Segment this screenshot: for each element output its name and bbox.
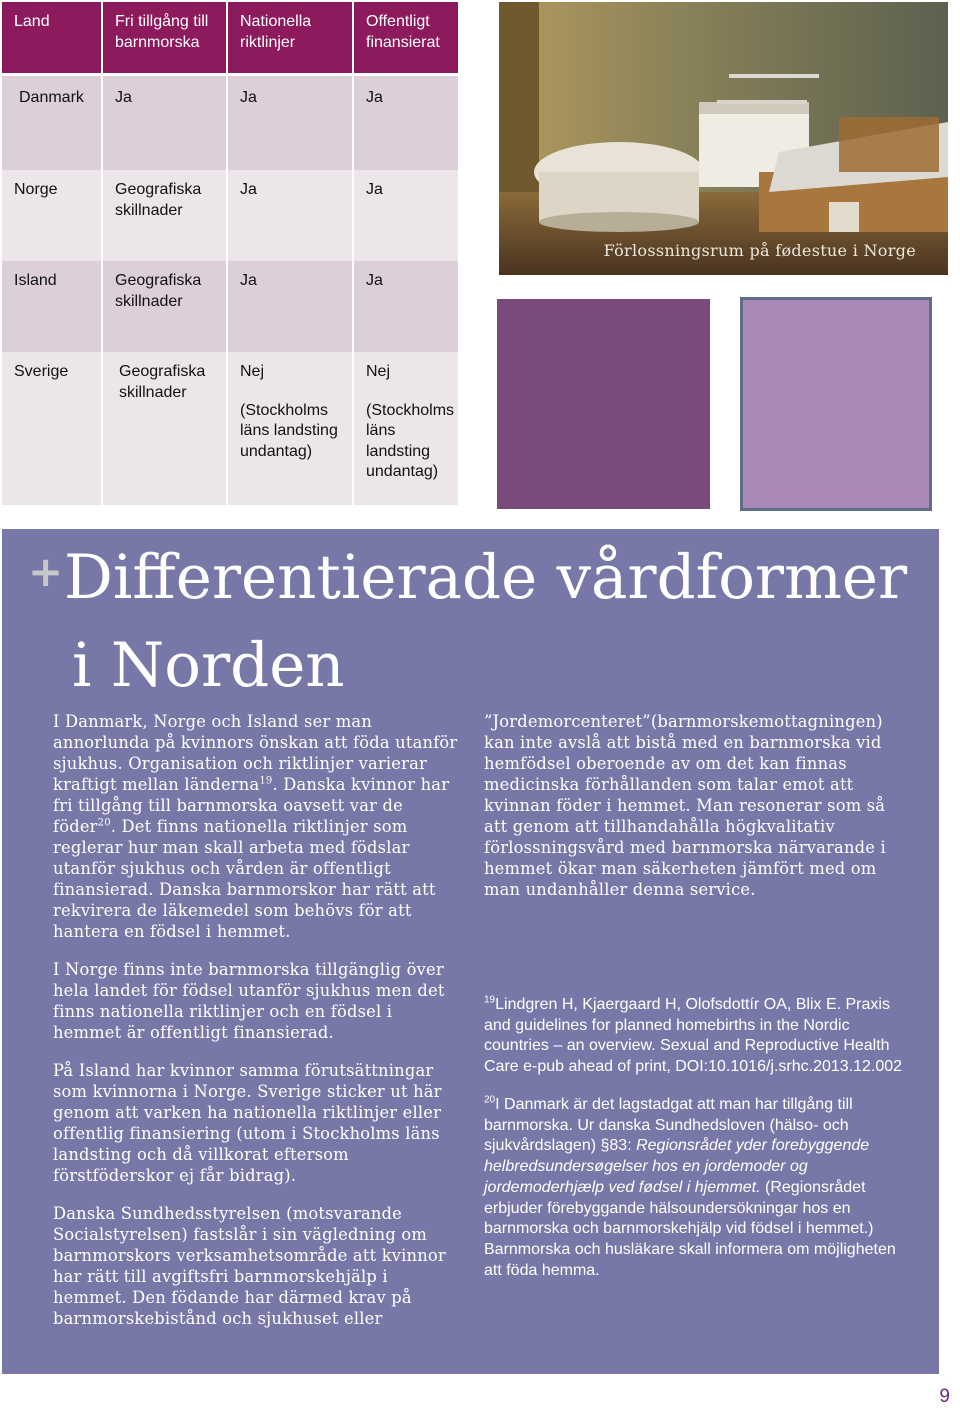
table-cell-riktlinjer: Nej (Stockholms läns landsting undantag) [228,352,352,505]
table-header-riktlinjer: Nationella riktlinjer [228,2,352,73]
paragraph: På Island har kvinnor samma förutsättningar som kvinnorna i Norge. Sverige sticker ut här genom att varken ha nationella riktlinjer eller offentlig finansiering (utom i Stockholms läns landsting och då villkorat eftersom förstföderskor ej får bidrag). [53,1061,442,1185]
table-cell-finansierat: Nej (Stockholms läns landsting undantag) [354,352,458,505]
table-cell-land: Norge [2,170,101,261]
footnote-20: $^{20}$I Danmark är det lagstadgat att man har tillgång till barnmorska. Ur danska Sundhedsloven (hälso- och sjukvårdslagen) §83: Regionsrådet yder forebyggende helbredsundersøgelser hos en jordemoder og jordemoderhjælp ved fødsel i hjemmet. (Regionsrådet erbjuder förebyggande hälsoundersökningar hos en barnmorska och barnmorskehjälp vid födsel i hemmet.) Barnmorska och husläkare skall informera om möjligheten att föda hemma. [484,1094,896,1279]
table-cell-land: Danmark [2,76,101,170]
table-cell-riktlinjer: Ja [228,261,352,352]
delivery-room-photo [499,2,948,275]
table-cell-fri: Geografiska skillnader [103,261,226,352]
table-cell-finansierat: Ja [354,261,458,352]
paragraph: Danska Sundhedsstyrelsen (motsvarande Socialstyrelsen) fastslår i sin vägledning om barnmorskors verksamhetsområde att kvinnor har rätt till avgiftsfri barnmorskehjälp i hemmet. Den födande har därmed krav på barnmorskebistånd och sjukhuset eller [53,1204,446,1328]
decorative-block-light [740,297,932,511]
left-column [53,711,463,1346]
delivery-room-illustration [499,2,948,275]
table-cell-land: Sverige [2,352,101,505]
footnote-19: $^{19}$Lindgren H, Kjaergaard H, Olofsdottír OA, Blix E. Praxis and guidelines for planned homebirths in the Nordic countries – an overview. Sexual and Reproductive Health Care e-pub ahead of print, DOI:10.1016/j.srhc.2013.12.002 [484,994,903,1076]
comparison-table [2,2,458,505]
table-cell-finansierat: Ja [354,76,458,170]
table-cell-riktlinjer: Ja [228,170,352,261]
table-cell-fri: Geografiska skillnader [103,352,226,505]
section-title-line2: i Norden [72,630,345,701]
table-header-finansierat: Offentligt finansierat [354,2,458,73]
section-title-line1: Differentierade vårdformer [64,542,908,613]
paragraph: ”Jordemorcenteret”(barnmorskemottagningen) kan inte avslå att bistå med en barnmorska vid hemfödsel oberoende av om det kan finnas medicinska förhållanden som talar emot att kvinnan föder i hemmet. Man resonerar som så att genom att tillhandahålla högkvalitativ förlossningsvård med barnmorska närvarande i hemmet ökar man säkerheten jämfört med om man undanhåller denna service. [484,712,886,899]
paragraph: I Norge finns inte barnmorska tillgänglig över hela landet för födsel utanför sjukhus men det finns nationella riktlinjer och en födsel i hemmet är offentligt finansierad. [53,960,445,1042]
table-cell-riktlinjer: Ja [228,76,352,170]
paragraph: I Danmark, Norge och Island ser man annorlunda på kvinnors önskan att föda utanför sjukhus. Organisation och riktlinjer varierar kraftigt mellan länderna$^{19}$. Danska kvinnor har fri tillgång till barnmorska oavsett var de föder$^{20}$. Det finns nationella riktlinjer som reglerar hur man skall arbeta med födslar utanför sjukhus och vården är offentligt finansierad. Danska barnmorskor har rätt att rekvirera de läkemedel som behövs för att hantera en födsel i hemmet. [53,712,458,941]
decorative-block-dark [497,299,710,509]
table-header-land: Land [2,2,101,73]
plus-icon: + [28,547,64,596]
page-number: 9 [939,1386,950,1407]
footnote-ref: 19 [259,775,273,787]
photo-caption: Förlossningsrum på fødestue i Norge [603,241,916,260]
table-cell-land: Island [2,261,101,352]
table-header-fri-tillgang: Fri tillgång till barnmorska [103,2,226,73]
table-cell-fri: Geografiska skillnader [103,170,226,261]
table-cell-finansierat: Ja [354,170,458,261]
table-cell-fri: Ja [103,76,226,170]
right-column [484,711,894,917]
footnote-ref: 20 [97,817,111,829]
